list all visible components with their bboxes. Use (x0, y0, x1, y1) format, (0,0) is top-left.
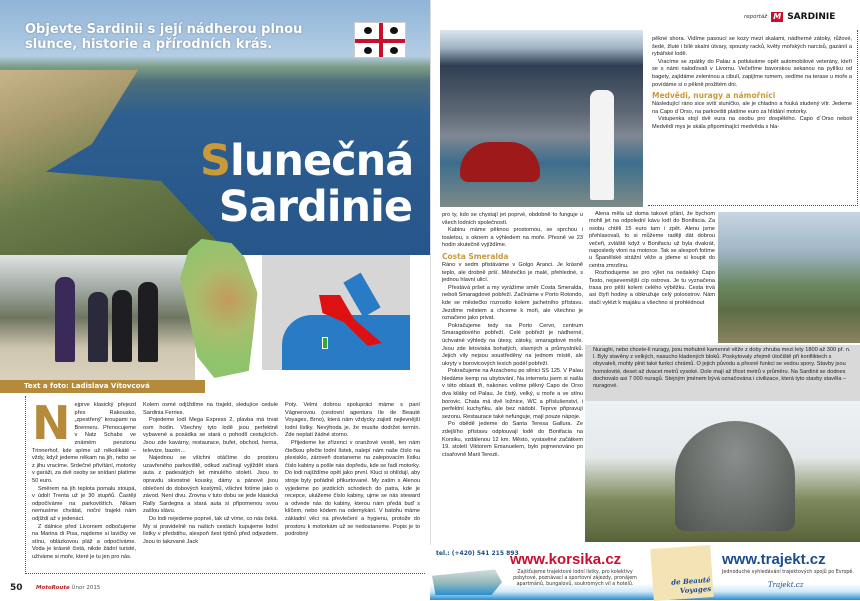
paragraph: Následující ráno sice svítí sluníčko, ale je chladno a fouká studený vítr. Jedeme na Capo d´Orso, na parkovišti platíme euro za hlídání motorky. (652, 101, 852, 115)
paragraph: Vracíme se zpátky do Palau a potkáváme opět automobilové veterány, kteří se s námi naloďovali v Livornu. Večeříme bavorskou sekanou na pytlíku od bagety, zajídáme zeleninou a cibulí, zapijíme rumem, sedíme na terase u moře a povídáme si o pěkně prožitém dni. (652, 58, 852, 88)
trajekt-logo: Trajekt.cz (768, 581, 804, 589)
trajekt-link[interactable]: www.trajekt.cz (722, 551, 826, 568)
logo-text: de Beauté Voyages (670, 575, 712, 596)
text-column-5 (589, 211, 715, 307)
ad-phone: tel.: (+420) 541 215 893 (436, 550, 519, 557)
sardinia-flag-icon (354, 22, 406, 58)
beaute-voyages-logo (650, 545, 713, 601)
title-word-1: lunečná (229, 136, 414, 186)
paragraph: Po obědě jedeme do Santa Teresa Gallura. Ze zdejšího přístavu odplouvají lodě do Bonifacia na Korsiku, vzdálenou 12 km. Město, vystavěné začátkem 19. století Viktorem Emanuelem, bylo pojmenováno po císařovně Marii Terezii. (442, 421, 583, 458)
paragraph: Kolem osmé odjíždíme na trajekt, sledujíce cedule Sardinia Ferries. (143, 402, 278, 416)
nuraghe-photo (585, 401, 860, 542)
ferry-ad-image (432, 563, 502, 595)
text-column-1 (32, 396, 136, 561)
paragraph: Rozhodujeme se pro výlet na nedaleký Capo Testo, nejsevernější cíp ostrova. Je tu vyznačena trasa pro pěší kolem celého výběžku. Cesta trvá asi čtyři hodiny a obkružuje celý poloostrov. Nám stačí vylézt k majáku a všechno si prohlédnout (589, 270, 715, 306)
title-word-2: Sardinie (218, 182, 412, 232)
drop-cap: N (32, 396, 71, 450)
paragraph: Z dálnice před Livornem odbočujeme na Marina di Pisa, najdeme si lavičky ve stínu, oblázkovou pláž a odpočíváme. Voda je krásně čistá, nikde žádní turisté, užíváme si moře, které je tu jen pro nás. (32, 523, 136, 560)
issue-date: Únor 2015 (71, 585, 101, 591)
trajekt-description: Jednoduché vyhledávání trajektových spojů po Evropě. (722, 570, 854, 575)
text-column-3 (285, 402, 420, 539)
paragraph: Alena měla už doma takové přání, že bychom mohli jet na odpolední kávu lodí do Bonifacia. Za osobu chtěli 15 euro tam i zpět. Alenu jsme přehlasovali, to si můžeme raději dát dobrou večeři, zvláště když v Bonifaciu už byla dvakrát, naposledy vloni na motorce. Tak se alespoň fotíme u Španělské strážní věže a jdeme si koupit do centra zmrzlinu. (589, 211, 715, 269)
text-column-4 (442, 212, 583, 459)
article-title (200, 138, 412, 230)
section-header (744, 12, 835, 22)
footer-magazine (36, 585, 100, 591)
section-label: reportáž (744, 14, 768, 20)
paragraph: Najednou se všichni otáčíme do prostoru uzavřeného parkoviště, odkud začínají vyjíždět stará auta z padesátých let minulého století. Jsou to opravdu skvostné kousky, dámy a pánové jsou oblečeni do dobových kostýmů, všichni fotíme jako o závod. Není divu. Zrovna v tuto dobu se jede klasická Rally Sardegna a stará auta si připomenou svou zašlou slávu. (143, 455, 278, 515)
paragraph: pěkné shora. Vidíme pasoucí se kozy mezi skalami, nádherné zátoky, růžové, šedé, žluté i bílé skalní útvary, spousty racků, květy mořských narcisů, gazánií a rybářské lodě. (652, 36, 852, 58)
paragraph: Kabinu máme pěknou prostornou, se sprchou i toaletou, s oknem a výhledem na moře. Přesně ve 23 hodin skutečně vyjíždíme. (442, 227, 583, 249)
subheading: Medvědi, nuragy a námořníci (652, 91, 776, 101)
title-initial: S (200, 136, 230, 186)
paragraph: pro ty, kdo se chystají jet poprvé, obdobně to funguje u všech lodních společností. (442, 212, 583, 226)
paragraph: ejprve klasický přejezd přes Rakousko, „zpestřený“ kroupami na Brenneru. Přenocujeme v Natz Schabs ve známém penzionu Trinnerhof, kde spíme už několikáté – vždy, když jedeme někam na jih, nebo se z jihu vracíme. Srdečné přivítání, motorky v garáži, za dvě osoby se snídaní platíme 50 euro. (32, 402, 136, 484)
section-title: SARDINIE (787, 12, 836, 22)
paragraph: Pokračujeme tedy na Porto Cervo, centrum Smaragdového pobřeží. Celé pobřeží je nádherné, úchvatné výhledy na útesy, zátoky, smaragdové moře. Jsou zde letoviska bohatých, slavných a průmyslníků. Jejich vily nejsou soustředěny na jednom místě, ale ukryty v borovicových lesích podél pobřeží. (442, 322, 583, 367)
korsika-link[interactable]: www.korsika.cz (510, 551, 622, 568)
paragraph: Vstupenka stojí dvě eura na osobu pro dospělého. Capo d´Orso neboli Medvědí mys je skála připomínající medvěda s hla- (652, 116, 852, 130)
paragraph: Ráno v sedm přistáváme v Golgo Aranci. Je krásně teplo, ale drobně prší. Městečko je malé, přehledné, s jednou hlavní ulicí. (442, 261, 583, 284)
paragraph: Přijedeme ke zřízenci v oranžové vestě, ten nám čtečkou přečte lodní lístek, nalepí nám naše číslo na plexisklo, zároveň dostaneme na zalepovacím lístku číslo kabiny a pošle nás dopředu, kde se řadí motorky. Do lodi najíždíme opět jako první. Kluci si ohlídají, aby stroje byly pořádně přikurtované. My zatím s Alenou vyjedeme po jezdicích schodech do patra, kde je recepce, ukážeme číslo kabiny, ujme se nás steward a odvede nás do kabiny, kterou nám předá buď s klíčem, nebo kódem na odemykání. V batohu máme základní věci na převlečení a hygienu, protože do prostoru k motorkám už se nedostaneme. Popis je to podrobný (285, 439, 420, 538)
text-column-2 (143, 402, 278, 546)
korsika-description: Zajišťujeme trajektové lodní lístky, pro kolektivy pobytové, poznávací a sportovní zájezdy, pronájem apartmánů, bungalovů, soukromých vil a hotelů. (513, 570, 637, 587)
page-number: 50 (10, 583, 23, 593)
coastline-photo (718, 212, 860, 343)
paragraph: Směrem na jih teplota pomalu stoupá, v údolí Trenta už je 30 stupňů. Častěji odpočíváme na parkovištích. Nikam nemusíme chvátat, noční trajekt nám odjíždí až v jedenáct. (32, 485, 136, 522)
paragraph: Pojedeme lodí Mega Express 2, plavba má trvat osm hodin. Všechny tyto lodě jsou perfektně vybavené a posádka se stará o pohodlí cestujících. Jsou zde kavárny, restaurace, bufet, obchod, herna, televize, bazén… (143, 417, 278, 454)
ferry-photo (440, 30, 643, 207)
magazine-logo-icon: M (771, 12, 783, 22)
group-photo-bikers (0, 255, 195, 380)
magazine-name: MotoRoute (36, 585, 70, 591)
left-page (0, 0, 430, 600)
hero-subtitle: Objevte Sardinii s její nádherou plnou slunce, historie a přírodních krás. (25, 22, 303, 52)
top-text-column (652, 36, 852, 132)
paragraph: Poty. Velmi dobrou spolupráci máme s paní Vágnerovou (cestovní agentura Ile de Beauté Voyages, Brno), která nám vždycky zajistí nejlevnější lodní lístky. Nevýhoda je, že musíte dodržet termín. Zde neplatí žádné storno. (285, 402, 420, 439)
paragraph: Přestává pršet a my vyrážíme směr Costa Smeralda, neboli Smaragdové pobřeží. Začínáme v Porto Rotondo, kde se městečko rozrostlo kolem jachetního přístavu. Jezdíme městem a chceme k moři, ale všechno je označeno jako privat. (442, 284, 583, 322)
paragraph: Do lodi nejedeme poprvé, tak už víme, co nás čeká. My si pravidelně na našich cestách kupujeme lodní lístky v předstihu, alespoň šest týdnů před odjezdem. Jsou to takzvané Jack (143, 515, 278, 545)
byline: Text a foto: Ladislava Vítovcová (0, 380, 205, 393)
europe-locator-map (262, 255, 410, 370)
nuraghe-caption: Nuraghi, nebo chcete-li nuragy, jsou mohutné kamenné věže z doby zhruba mezi lety 1800 až 300 př. n. l. Byly stavěny z velkých, nasucho kladených bloků. Poskytovaly zřejmě útočiště při konfliktech s obyvateli, mohly plnit také funkci chrámů. O jejich původu a přesné funkci se vedou spory. Stavby jsou homolovité, deset až dvacet metrů vysoké. Dole mají až třicet metrů v průměru. Na Sardinii se dodnes dochovalo asi 7 000 nuragů. Stejným jménem bývá označována i civilizace, která tyto stavby stavěla – nuragové. (585, 345, 860, 401)
subheading: Costa Smeralda (442, 251, 509, 261)
advertisement-banner (430, 545, 860, 600)
paragraph: Pokračujeme na Arzachenu po silnici SS 125. V Palau hledáme kemp na ubytování. Na internetu jsem si našla v této oblasti tři, nakonec volíme pěkný Capo de Orso dva kiláky od Palau. Je čistý, velký, u moře a ve stínu borovic. Chata má dvě ložnice, WC a příslušenství, i perfektní kuchyňku, ale bez nádobí. Teprve připravují sezonu. Restaurace také nefunguje, mají pouze nápoje. (442, 368, 583, 420)
